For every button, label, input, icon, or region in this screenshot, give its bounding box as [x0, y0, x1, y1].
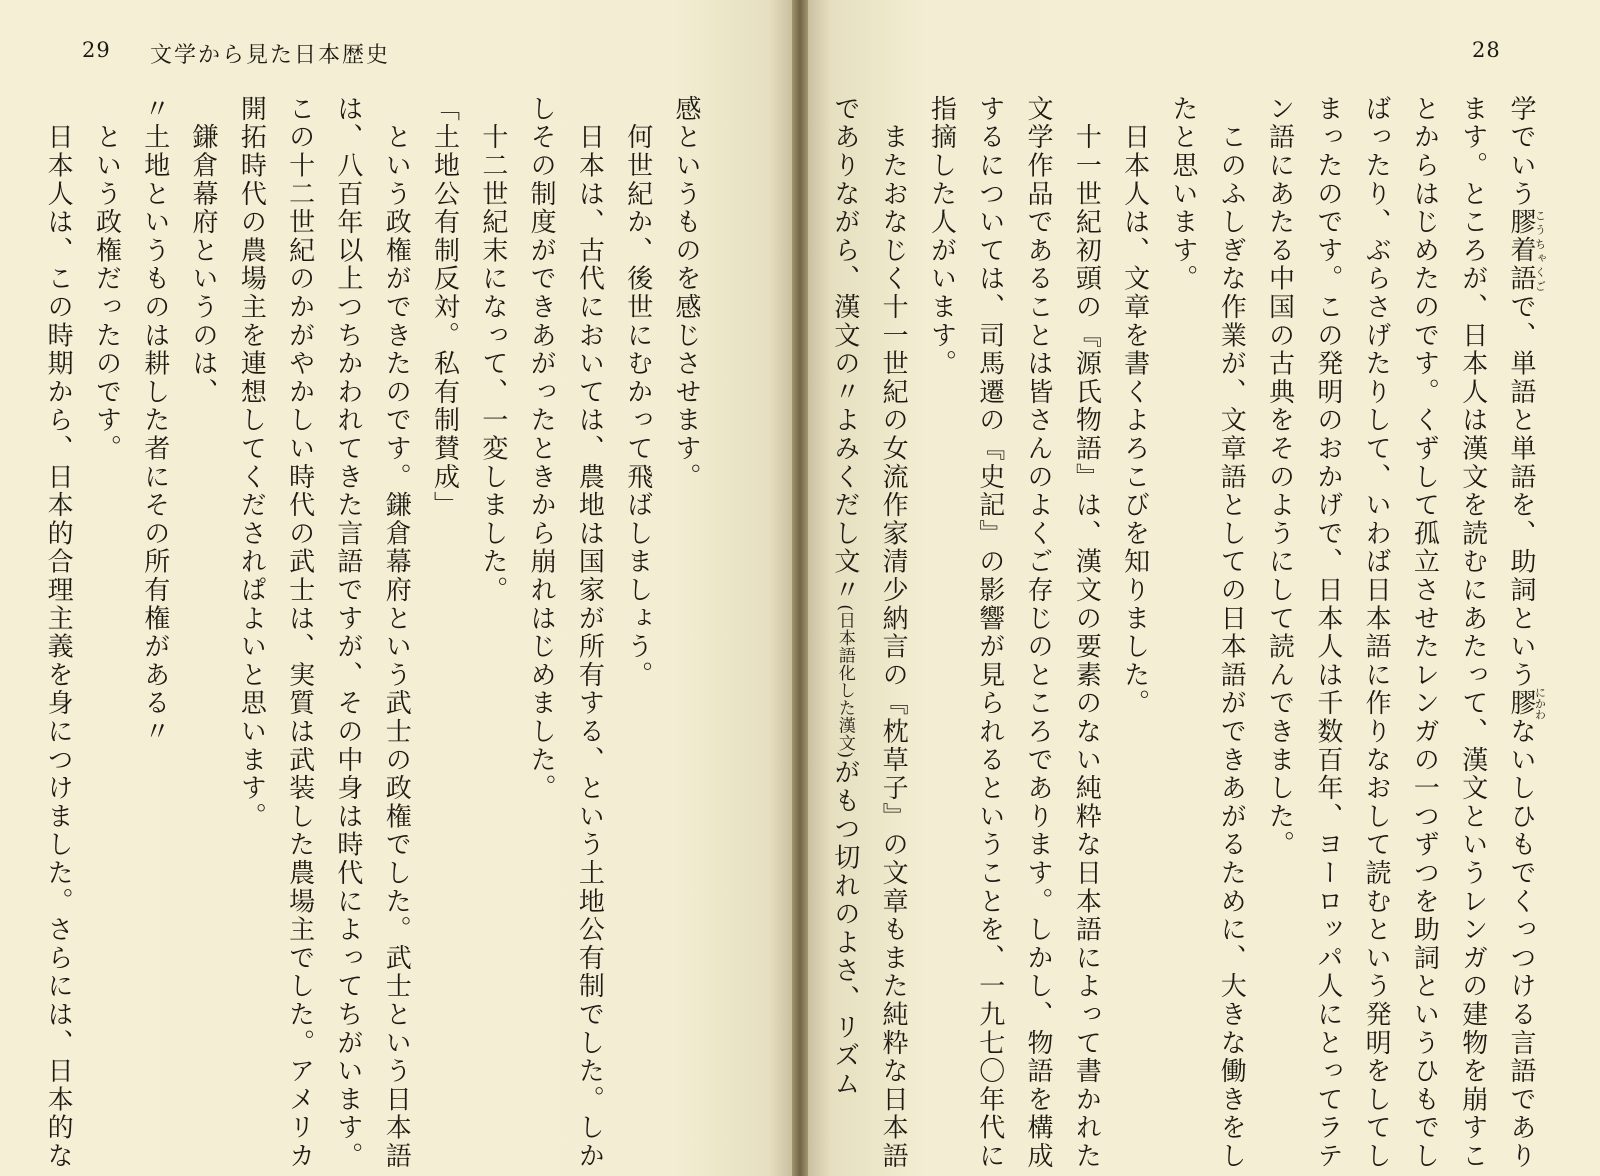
text-line: 日本は、古代においては、農地は国家が所有する、という土地公有制でした。しか: [574, 95, 605, 1171]
text-line: 十一世紀初頭の『源氏物語』は、漢文の要素のない純粋な日本語によって書かれた: [1071, 95, 1102, 1171]
text-line: 十二世紀末になって、一変しました。: [477, 95, 508, 605]
book-gutter: [792, 0, 808, 1176]
text-line: たと思います。: [1167, 95, 1198, 294]
left-page-body: [34, 95, 710, 1171]
text-line: 「土地公有制反対。私有制賛成」: [429, 95, 460, 520]
text-line-with-ruby: 学でいう膠着語こうちゃくごで、単語と単語を、助詞という膠にかわないしひもでくっつける言語であり: [1506, 95, 1547, 1171]
text-line: しその制度ができあがったときから崩れはじめました。: [526, 95, 557, 803]
text-line: とからはじめたのです。くずして孤立させたレンガの一つずつを助詞というひもでし: [1409, 95, 1440, 1171]
text-line: またおなじく十一世紀の女流作家清少納言の『枕草子』の文章もまた純粋な日本語: [878, 95, 909, 1171]
text-line: 日本人は、この時期から、日本的合理主義を身につけました。さらには、日本的な: [43, 95, 74, 1171]
text-line: は、八百年以上つちかわれてきた言語ですが、その中身は時代によってちがいます。: [332, 95, 363, 1171]
text-line: この十二世紀のかがやかしい時代の武士は、実質は武装した農場主でした。アメリカ: [284, 95, 315, 1171]
right-page-body: [821, 95, 1547, 1171]
text-line: ばったり、ぶらさげたりして、いわば日本語に作りなおして読むという発明をしてし: [1361, 95, 1392, 1171]
text-line: 文学作品であることは皆さんのよくご存じのところであります。しかし、物語を構成: [1023, 95, 1054, 1171]
text-line: ン語にあたる中国の古典をそのようにして読んできました。: [1264, 95, 1295, 860]
text-line: このふしぎな作業が、文章語としての日本語ができあがるために、大きな働きをし: [1216, 95, 1247, 1171]
left-page: [0, 0, 792, 1176]
text-line: 指摘した人がいます。: [926, 95, 957, 378]
text-line: という政権だったのです。: [91, 95, 122, 463]
page-number-right: 28: [1472, 38, 1501, 62]
text-line: でありながら、漢文の〃よみくだし文〃(日本語化した漢文)がもつ切れのよさ、リズム: [829, 95, 860, 1099]
page-number-left: 29: [82, 38, 111, 62]
text-line: まったのです。この発明のおかげで、日本人は千数百年、ヨーロッパ人にとってラテ: [1312, 95, 1343, 1171]
text-line: 〃土地というものは耕した者にその所有権がある〃: [139, 95, 170, 746]
text-line: ます。ところが、日本人は漢文を読むにあたって、漢文というレンガの建物を崩すこ: [1457, 95, 1488, 1171]
text-line: 感というものを感じさせます。: [671, 95, 701, 492]
running-title: 文学から見た日本歴史: [150, 43, 391, 68]
right-page: [808, 0, 1600, 1176]
text-line: 日本人は、文章を書くよろこびを知りました。: [1119, 95, 1150, 718]
text-line: 開拓時代の農場主を連想してくだされぱよいと思います。: [236, 95, 267, 831]
text-line: という政権ができたのです。鎌倉幕府という武士の政権でした。武士という日本語: [381, 95, 412, 1171]
text-line: 何世紀か、後世にむかって飛ばしましょう。: [622, 95, 653, 690]
text-line: するについては、司馬遷の『史記』の影響が見られるということを、一九七〇年代に: [974, 95, 1005, 1171]
text-line: 鎌倉幕府というのは、: [188, 95, 219, 407]
